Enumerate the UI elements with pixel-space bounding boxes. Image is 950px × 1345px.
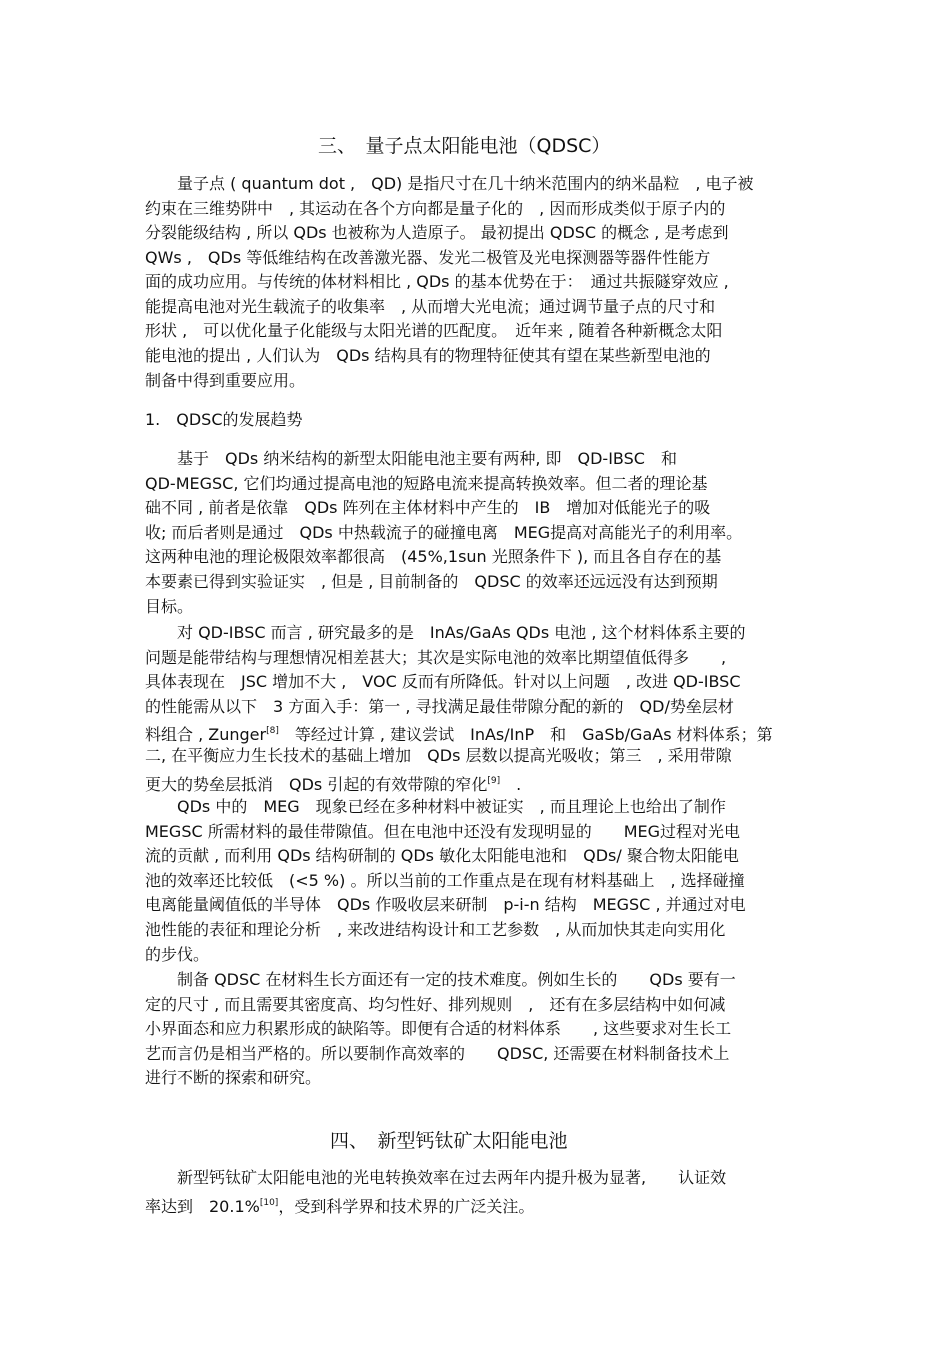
text-line: 制备 QDSC 在材料生长方面还有一定的技术难度。例如生长的 QDs 要有一 <box>145 970 736 989</box>
citation-ref: [8] <box>266 726 279 736</box>
text-line: 具体表现在 JSC 增加不大 , VOC 反而有所降低。针对以上问题 , 改进 QD-IBSC <box>145 672 741 691</box>
text-line: 制备中得到重要应用。 <box>145 371 306 390</box>
text-line: 础不同 , 前者是依靠 QDs 阵列在主体材料中产生的 IB 增加对低能光子的吸 <box>145 498 711 517</box>
text-line: 池性能的表征和理论分析 , 来改进结构设计和工艺参数 , 从而加快其走向实用化 <box>145 920 726 939</box>
text-line: 定的尺寸 , 而且需要其密度高、均匀性好、排列规则 , 还有在多层结构中如何减 <box>145 995 726 1014</box>
text-line: 电离能量阈值低的半导体 QDs 作吸收层来研制 p-i-n 结构 MEGSC , 并通过对电 <box>145 895 746 914</box>
text-line <box>145 721 773 745</box>
text-run: 更大的势垒层抵消 QDs 引起的有效带隙的窄化 <box>145 775 488 794</box>
text-line: 能提高电池对光生载流子的收集率 , 从而增大光电流；通过调节量子点的尺寸和 <box>145 297 716 316</box>
text-line <box>145 771 521 795</box>
text-run: ，受到科学界和技术界的广泛关注。 <box>278 1197 535 1216</box>
subsection-heading: 1. QDSC的发展趋势 <box>145 410 303 429</box>
text-run: 等经过计算 , 建议尝试 InAs/InP 和 GaSb/GaAs 材料体系；第 <box>278 725 773 744</box>
text-line: 目标。 <box>145 597 194 616</box>
text-line: 基于 QDs 纳米结构的新型太阳能电池主要有两种, 即 QD-IBSC 和 <box>145 449 677 468</box>
section-3-heading: 三、 量子点太阳能电池（QDSC） <box>318 135 611 157</box>
text-line: 流的贡献 , 而利用 QDs 结构研制的 QDs 敏化太阳能电池和 QDs/ 聚合物太阳能电 <box>145 846 739 865</box>
text-line: MEGSC 所需材料的最佳带隙值。但在电池中还没有发现明显的 MEG过程对光电 <box>145 822 741 841</box>
text-run: 料组合 , Zunger <box>145 725 267 744</box>
text-line: 问题是能带结构与理想情况相差甚大；其次是实际电池的效率比期望值低得多 , <box>145 648 727 667</box>
text-line: QDs 中的 MEG 现象已经在多种材料中被证实 , 而且理论上也给出了制作 <box>145 797 726 816</box>
text-line: 本要素已得到实验证实 , 但是 , 目前制备的 QDSC 的效率还远远没有达到预期 <box>145 572 718 591</box>
text-line: 收; 而后者则是通过 QDs 中热载流子的碰撞电离 MEG提高对高能光子的利用率。 <box>145 523 743 542</box>
text-line: 的步伐。 <box>145 945 210 964</box>
text-line: 新型钙钛矿太阳能电池的光电转换效率在过去两年内提升极为显著, 认证效 <box>145 1168 727 1187</box>
text-line: 分裂能级结构 , 所以 QDs 也被称为人造原子。 最初提出 QDSC 的概念 , 是考虑到 <box>145 223 729 242</box>
citation-ref: [9] <box>487 776 501 786</box>
text-line: 量子点 ( quantum dot , QD) 是指尺寸在几十纳米范围内的纳米晶粒 , 电子被 <box>145 174 754 193</box>
text-line: 面的成功应用。与传统的体材料相比 , QDs 的基本优势在于： 通过共振隧穿效应 , <box>145 272 729 291</box>
text-line: 二, 在平衡应力生长技术的基础上增加 QDs 层数以提高光吸收；第三 , 采用带隙 <box>145 746 732 765</box>
text-line: 能电池的提出 , 人们认为 QDs 结构具有的物理特征使其有望在某些新型电池的 <box>145 346 711 365</box>
text-line: 进行不断的探索和研究。 <box>145 1068 322 1087</box>
text-line <box>145 1193 534 1217</box>
text-line: 形状 , 可以优化量子化能级与太阳光谱的匹配度。 近年来 , 随着各种新概念太阳 <box>145 321 723 340</box>
text-line: 艺而言仍是相当严格的。所以要制作高效率的 QDSC, 还需要在材料制备技术上 <box>145 1044 730 1063</box>
text-line: 小界面态和应力积累形成的缺陷等。即便有合适的材料体系 , 这些要求对生长工 <box>145 1019 732 1038</box>
text-line: 这两种电池的理论极限效率都很高 (45%,1sun 光照条件下 ), 而且各自存在的基 <box>145 547 722 566</box>
text-line: 对 QD-IBSC 而言 , 研究最多的是 InAs/GaAs QDs 电池 , 这个材料体系主要的 <box>145 623 746 642</box>
citation-ref: [10] <box>259 1198 279 1208</box>
text-run: 率达到 20.1% <box>145 1197 260 1216</box>
text-line: QWs , QDs 等低维结构在改善激光器、发光二极管及光电探测器等器件性能方 <box>145 248 711 267</box>
section-4-heading: 四、 新型钙钛矿太阳能电池 <box>330 1130 568 1152</box>
text-line: 约束在三维势阱中 , 其运动在各个方向都是量子化的 , 因而形成类似于原子内的 <box>145 199 726 218</box>
text-line: 的性能需从以下 3 方面入手：第一 , 寻找满足最佳带隙分配的新的 QD/势垒层材 <box>145 697 734 716</box>
text-run: . <box>500 775 522 794</box>
text-line: 池的效率还比较低 (<5 %) 。所以当前的工作重点是在现有材料基础上 , 选择碰撞 <box>145 871 745 890</box>
text-line: QD-MEGSC, 它们均通过提高电池的短路电流来提高转换效率。但二者的理论基 <box>145 474 708 493</box>
